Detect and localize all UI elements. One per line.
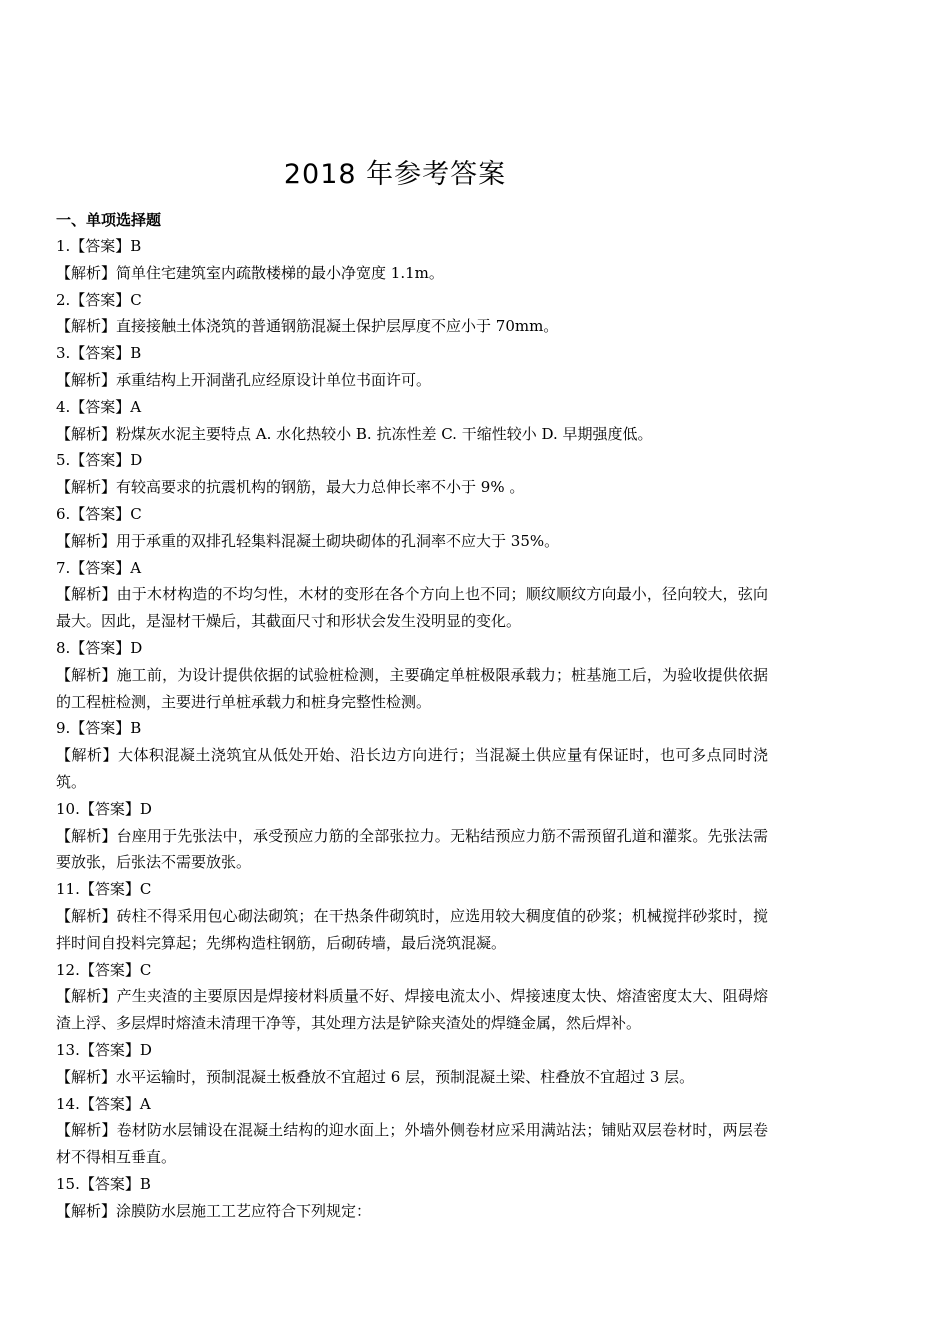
answer-8: 8.【答案】D (56, 638, 143, 657)
explanation-5: 【解析】有较高要求的抗震机构的钢筋，最大力总伸长率不小于 9% 。 (56, 478, 525, 497)
answer-9: 9.【答案】B (56, 719, 142, 738)
explanation-8: 【解析】施工前，为设计提供依据的试验桩检测，主要确定单桩极限承载力；桩基施工后，为验收提供依据的工程桩检测，主要进行单桩承载力和桩身完整性检测。 (56, 665, 768, 711)
explanation-1: 【解析】简单住宅建筑室内疏散楼梯的最小净宽度 1.1m。 (56, 263, 444, 282)
answer-1: 1.【答案】B (56, 237, 142, 255)
explanation-15: 【解析】涂膜防水层施工工艺应符合下列规定： (56, 1201, 372, 1220)
answer-list (28, 233, 768, 1224)
explanation-6: 【解析】用于承重的双排孔轻集料混凝土砌块砌体的孔洞率不应大于 35%。 (56, 531, 560, 550)
answer-15: 15.【答案】B (56, 1174, 151, 1193)
explanation-12: 【解析】产生夹渣的主要原因是焊接材料质量不好、焊接电流太小、焊接速度太快、熔渣密度太大、阻碍熔渣上浮、多层焊时熔渣未清理干净等，其处理方法是铲除夹渣处的焊缝金属，然后焊补。 (56, 987, 768, 1033)
section-heading: 一、单项选择题 (56, 211, 162, 229)
explanation-2: 【解析】直接接触土体浇筑的普通钢筋混凝土保护层厚度不应小于 70mm。 (56, 317, 559, 336)
explanation-10: 【解析】台座用于先张法中，承受预应力筋的全部张拉力。无粘结预应力筋不需预留孔道和灌浆。先张法需要放张，后张法不需要放张。 (56, 826, 768, 872)
answer-6: 6.【答案】C (56, 504, 142, 523)
answer-11: 11.【答案】C (56, 880, 152, 899)
answer-3: 3.【答案】B (56, 344, 142, 363)
explanation-4: 【解析】粉煤灰水泥主要特点 A. 水化热较小 B. 抗冻性差 C. 干缩性较小 D. 早期强度低。 (56, 424, 653, 443)
explanation-3: 【解析】承重结构上开洞凿孔应经原设计单位书面许可。 (56, 370, 432, 389)
page-title: 2018 年参考答案 (283, 159, 507, 190)
answer-13: 13.【答案】D (56, 1040, 152, 1059)
answer-5: 5.【答案】D (56, 451, 143, 470)
explanation-7: 【解析】由于木材构造的不均匀性，木材的变形在各个方向上也不同；顺纹顺纹方向最小，径向较大，弦向最大。因此，是湿材干燥后，其截面尺寸和形状会发生没明显的变化。 (56, 585, 768, 631)
explanation-13: 【解析】水平运输时，预制混凝土板叠放不宜超过 6 层，预制混凝土梁、柱叠放不宜超过 3 层。 (56, 1067, 695, 1086)
answer-14: 14.【答案】A (56, 1094, 151, 1113)
answer-12: 12.【答案】C (56, 960, 152, 979)
answer-10: 10.【答案】D (56, 799, 152, 818)
explanation-14: 【解析】卷材防水层铺设在混凝土结构的迎水面上；外墙外侧卷材应采用满站法；铺贴双层卷材时，两层卷材不得相互垂直。 (56, 1121, 768, 1167)
answer-7: 7.【答案】A (56, 558, 142, 577)
explanation-11: 【解析】砖柱不得采用包心砌法砌筑；在干热条件砌筑时，应选用较大稠度值的砂浆；机械搅拌砂浆时，搅拌时间自投料完算起；先绑构造柱钢筋，后砌砖墙，最后浇筑混凝。 (56, 906, 768, 952)
answer-4: 4.【答案】A (56, 397, 142, 416)
explanation-9: 【解析】大体积混凝土浇筑宜从低处开始、沿长边方向进行；当混凝土供应量有保证时，也可多点同时浇筑。 (56, 746, 768, 791)
answer-2: 2.【答案】C (56, 290, 142, 309)
